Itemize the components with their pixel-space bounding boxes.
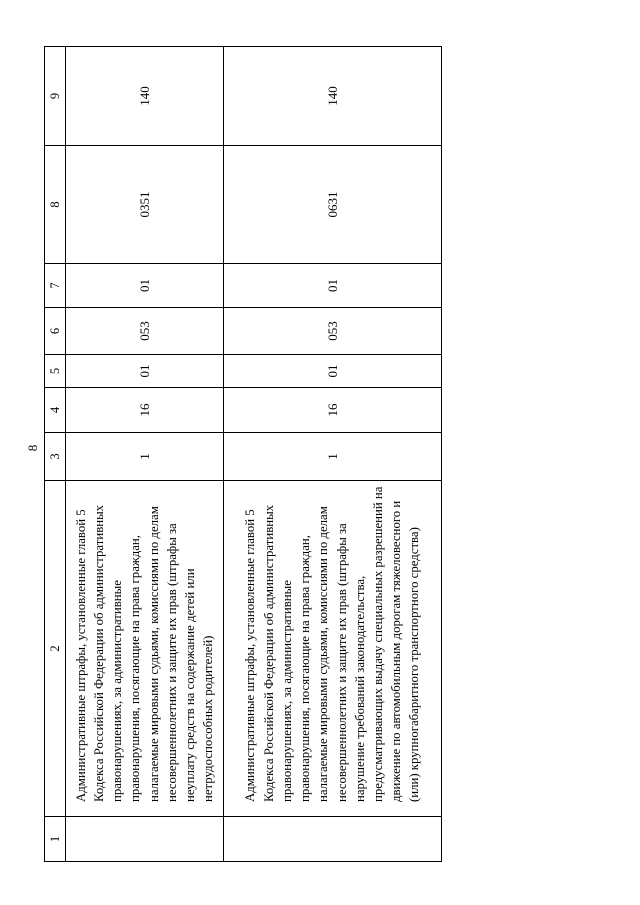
row-number-cell — [224, 817, 442, 862]
table-row — [66, 47, 224, 862]
table-row — [224, 47, 442, 862]
header-cell-6: 6 — [45, 308, 66, 355]
page-number: 8 — [25, 444, 40, 452]
budget-classification-table — [44, 46, 442, 862]
code-cell-8: 0631 — [224, 146, 442, 264]
code-cell-5: 01 — [224, 355, 442, 388]
code-cell-7: 01 — [224, 264, 442, 308]
code-cell-5: 01 — [66, 355, 224, 388]
code-cell-9: 140 — [66, 47, 224, 146]
header-cell-2: 2 — [45, 481, 66, 817]
code-cell-3: 1 — [66, 433, 224, 481]
code-cell-6: 053 — [66, 308, 224, 355]
header-cell-3: 3 — [45, 433, 66, 481]
code-cell-6: 053 — [224, 308, 442, 355]
code-cell-3: 1 — [224, 433, 442, 481]
code-cell-9: 140 — [224, 47, 442, 146]
code-cell-7: 01 — [66, 264, 224, 308]
header-cell-7: 7 — [45, 264, 66, 308]
rotated-table-wrapper — [44, 47, 442, 862]
header-cell-5: 5 — [45, 355, 66, 388]
code-cell-4: 16 — [66, 388, 224, 433]
table-header-row — [45, 47, 66, 862]
code-cell-8: 0351 — [66, 146, 224, 264]
code-cell-4: 16 — [224, 388, 442, 433]
description-cell: Административные штрафы, установленные главой 5 Кодекса Российской Федерации об административных правонарушениях, за административные правонарушения, посягающие на права граждан, налагаемые мировыми судьями, комиссиями по делам несовершеннолетних и защите их прав (штрафы за неуплату средств на содержание детей или нетрудоспособных родителей) — [66, 481, 224, 817]
header-cell-1: 1 — [45, 817, 66, 862]
header-cell-9: 9 — [45, 47, 66, 146]
header-cell-8: 8 — [45, 146, 66, 264]
description-cell: Административные штрафы, установленные главой 5 Кодекса Российской Федерации об административных правонарушениях, за административные правонарушения, посягающие на права граждан, налагаемые мировыми судьями, комиссиями по делам несовершеннолетних и защите их прав (штрафы за нарушение требований законодательства, предусматривающих выдачу специальных разрешений на движение по автомобильным дорогам тяжеловесного и (или) крупногабаритного транспортного средства) — [224, 481, 442, 817]
header-cell-4: 4 — [45, 388, 66, 433]
row-number-cell — [66, 817, 224, 862]
